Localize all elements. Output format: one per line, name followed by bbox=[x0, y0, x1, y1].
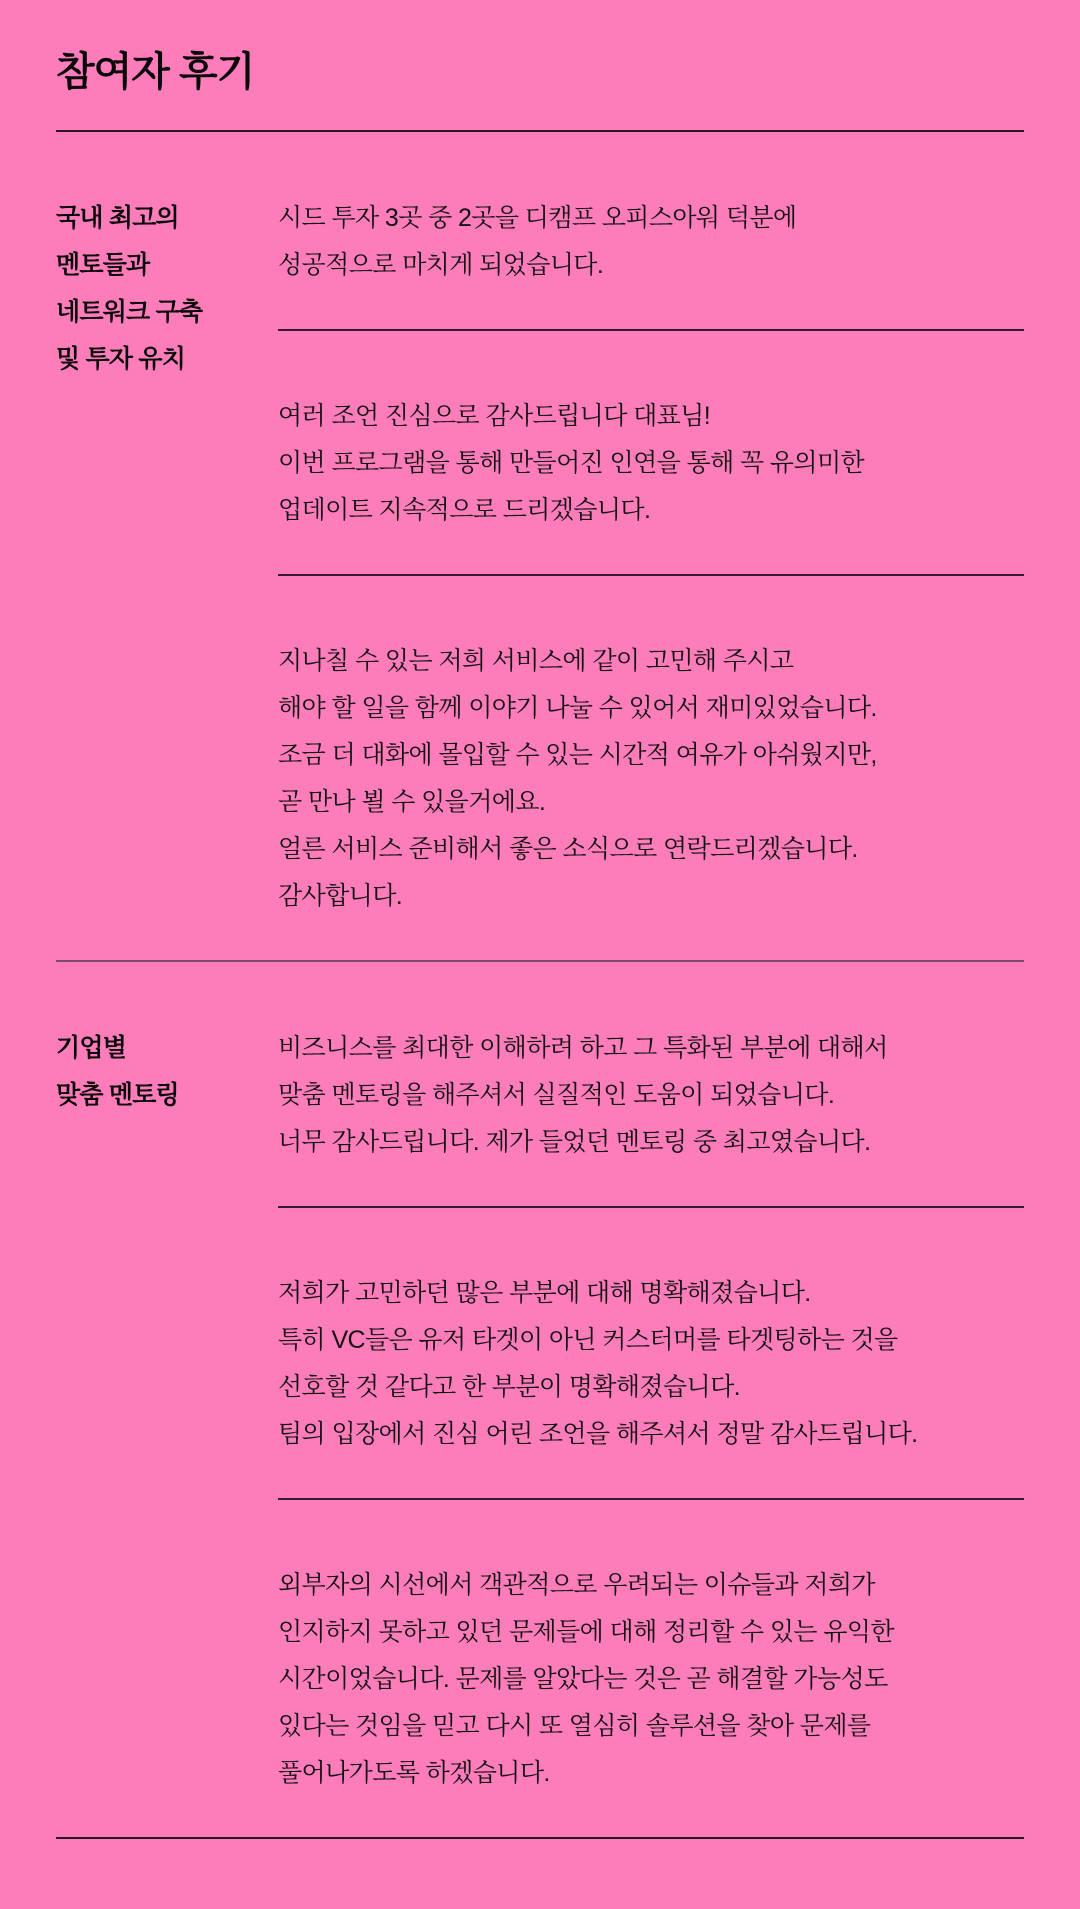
section-label-line: 기업별 bbox=[56, 1034, 127, 1062]
quote-line: 있다는 것임을 믿고 다시 또 열심히 솔루션을 찾아 문제를 bbox=[278, 1712, 871, 1740]
quote-line: 성공적으로 마치게 되었습니다. bbox=[278, 251, 604, 279]
quote-line: 감사합니다. bbox=[278, 882, 403, 910]
section-label-line: 멘토들과 bbox=[56, 251, 150, 279]
section-label-line: 국내 최고의 bbox=[56, 204, 179, 232]
quote-line: 너무 감사드립니다. 제가 들었던 멘토링 중 최고였습니다. bbox=[278, 1128, 871, 1156]
quote-line: 인지하지 못하고 있던 문제들에 대해 정리할 수 있는 유익한 bbox=[278, 1618, 894, 1646]
quote-line: 곧 만나 뵐 수 있을거에요. bbox=[278, 788, 546, 816]
testimonial-quote bbox=[278, 574, 1024, 960]
testimonial-quote bbox=[278, 1498, 1024, 1837]
quote-line: 여러 조언 진심으로 감사드립니다 대표님! bbox=[278, 402, 711, 430]
testimonial-quote bbox=[278, 132, 1024, 329]
section-label bbox=[56, 132, 278, 383]
section-label bbox=[56, 962, 278, 1119]
testimonial-quote bbox=[278, 962, 1024, 1206]
quote-line: 지나칠 수 있는 저희 서비스에 같이 고민해 주시고 bbox=[278, 647, 794, 675]
section-label-line: 및 투자 유치 bbox=[56, 345, 186, 373]
quote-line: 비즈니스를 최대한 이해하려 하고 그 특화된 부분에 대해서 bbox=[278, 1034, 888, 1062]
quote-line: 외부자의 시선에서 객관적으로 우려되는 이슈들과 저희가 bbox=[278, 1571, 875, 1599]
bottom-divider bbox=[56, 1837, 1024, 1839]
page-title: 참여자 후기 bbox=[56, 50, 255, 94]
review-section-2 bbox=[56, 962, 1024, 1837]
quote-line: 업데이트 지속적으로 드리겠습니다. bbox=[278, 496, 651, 524]
quote-line: 조금 더 대화에 몰입할 수 있는 시간적 여유가 아쉬웠지만, bbox=[278, 741, 877, 769]
testimonial-quote bbox=[278, 329, 1024, 574]
section-label-line: 네트워크 구축 bbox=[56, 298, 203, 326]
section-label-line: 맞춤 멘토링 bbox=[56, 1081, 179, 1109]
section-quotes bbox=[278, 132, 1024, 960]
quote-line: 특히 VC들은 유저 타겟이 아닌 커스터머를 타겟팅하는 것을 bbox=[278, 1326, 898, 1354]
quote-line: 시간이었습니다. 문제를 알았다는 것은 곧 해결할 가능성도 bbox=[278, 1665, 888, 1693]
quote-line: 시드 투자 3곳 중 2곳을 디캠프 오피스아워 덕분에 bbox=[278, 204, 797, 232]
sections-root bbox=[56, 132, 1024, 1837]
quote-line: 얼른 서비스 준비해서 좋은 소식으로 연락드리겠습니다. bbox=[278, 835, 858, 863]
quote-line: 저희가 고민하던 많은 부분에 대해 명확해졌습니다. bbox=[278, 1279, 811, 1307]
quote-line: 맞춤 멘토링을 해주셔서 실질적인 도움이 되었습니다. bbox=[278, 1081, 835, 1109]
section-quotes bbox=[278, 962, 1024, 1837]
quote-line: 해야 할 일을 함께 이야기 나눌 수 있어서 재미있었습니다. bbox=[278, 694, 877, 722]
quote-line: 풀어나가도록 하겠습니다. bbox=[278, 1759, 550, 1787]
review-section-1 bbox=[56, 132, 1024, 960]
quote-line: 선호할 것 같다고 한 부분이 명확해졌습니다. bbox=[278, 1373, 740, 1401]
quote-line: 팀의 입장에서 진심 어린 조언을 해주셔서 정말 감사드립니다. bbox=[278, 1420, 918, 1448]
quote-line: 이번 프로그램을 통해 만들어진 인연을 통해 꼭 유의미한 bbox=[278, 449, 865, 477]
testimonial-quote bbox=[278, 1206, 1024, 1498]
